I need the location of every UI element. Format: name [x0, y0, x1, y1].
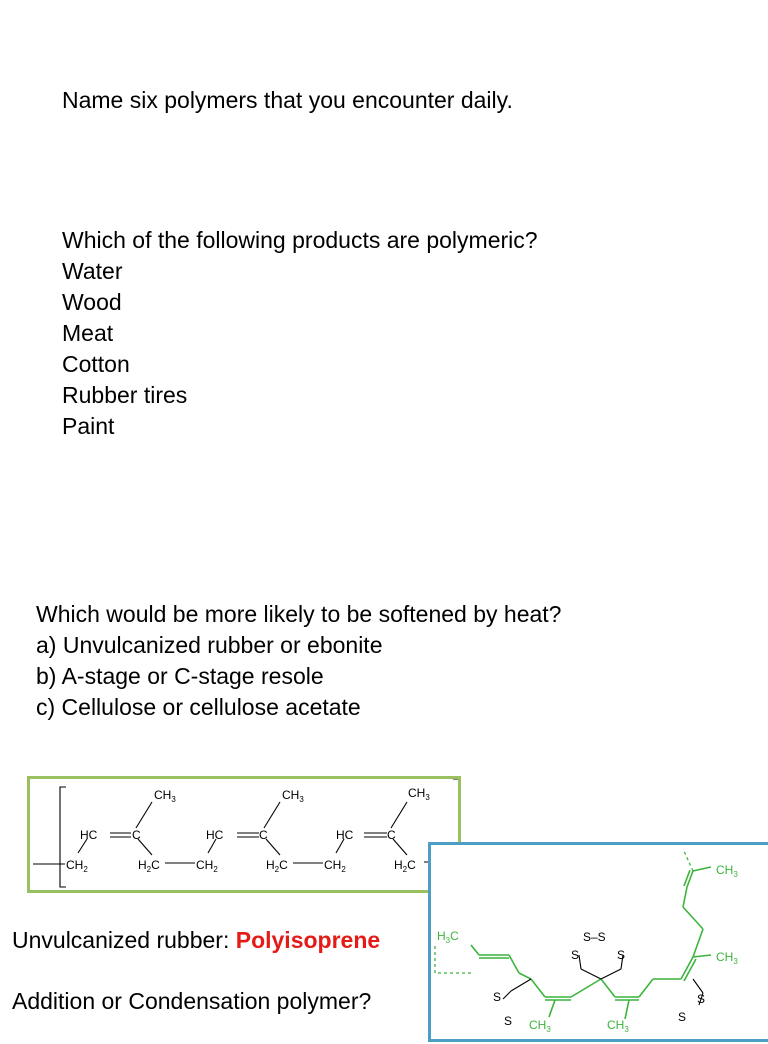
list-item: Meat — [62, 320, 114, 346]
disulfide-label: S–S — [583, 930, 606, 944]
methyl-group-label: $CH_3$ — [529, 1018, 551, 1034]
sulfur-label: S — [617, 948, 626, 962]
question-prompt: Which of the following products are polymeric? — [62, 227, 538, 253]
answer-option: a) Unvulcanized rubber or ebonite — [36, 632, 383, 658]
carbon-label: C — [259, 828, 268, 842]
methylene-label: $CH_2$ — [324, 858, 346, 874]
question-softened-by-heat — [36, 599, 561, 723]
unvulcanized-rubber-label — [12, 925, 380, 956]
list-item: Cotton — [62, 351, 130, 377]
carbon-label: C — [387, 828, 396, 842]
question-prompt: Which would be more likely to be softened by heat? — [36, 601, 562, 627]
methylene-label: $H_2C$ — [266, 858, 288, 874]
vulcanized-rubber-figure — [428, 842, 768, 1042]
sulfur-label: S — [493, 990, 502, 1004]
list-item: Water — [62, 258, 123, 284]
polyisoprene-structure-figure — [27, 776, 461, 893]
carbon-label: C — [132, 828, 141, 842]
methylene-label: $H_2C$ — [138, 858, 160, 874]
sulfur-label: S — [697, 992, 706, 1006]
methine-label: HC — [206, 828, 224, 842]
list-item: Wood — [62, 289, 122, 315]
question-polymeric-products — [62, 225, 538, 442]
methyl-group-label: $H_3C$ — [437, 929, 459, 945]
methylene-label: $CH_2$ — [66, 858, 88, 874]
answer-option: b) A-stage or C-stage resole — [36, 663, 324, 689]
question-polymers-daily: Name six polymers that you encounter daily. — [62, 87, 513, 113]
methyl-group-label: $CH_3$ — [154, 788, 176, 804]
list-item: Rubber tires — [62, 382, 188, 408]
answer-option: c) Cellulose or cellulose acetate — [36, 694, 361, 720]
methylene-label: $CH_2$ — [196, 858, 218, 874]
sulfur-label: S — [504, 1014, 513, 1028]
rubber-label-text: Unvulcanized rubber: — [12, 927, 236, 953]
polyisoprene-structure-diagram — [30, 779, 458, 890]
addition-condensation-question: Addition or Condensation polymer? — [12, 988, 372, 1014]
methyl-group-label: $CH_3$ — [716, 950, 738, 966]
methine-label: HC — [336, 828, 354, 842]
vulcanized-rubber-diagram — [431, 845, 768, 1039]
list-item: Paint — [62, 413, 115, 439]
methyl-group-label: $CH_3$ — [607, 1018, 629, 1034]
methine-label: HC — [80, 828, 98, 842]
methyl-group-label: $CH_3$ — [716, 863, 738, 879]
methyl-group-label: $CH_3$ — [408, 786, 430, 802]
polyisoprene-highlight: Polyisoprene — [235, 927, 381, 953]
sulfur-label: S — [571, 948, 580, 962]
sulfur-label: S — [678, 1010, 687, 1024]
methyl-group-label: $CH_3$ — [282, 788, 304, 804]
methylene-label: $H_2C$ — [394, 858, 416, 874]
